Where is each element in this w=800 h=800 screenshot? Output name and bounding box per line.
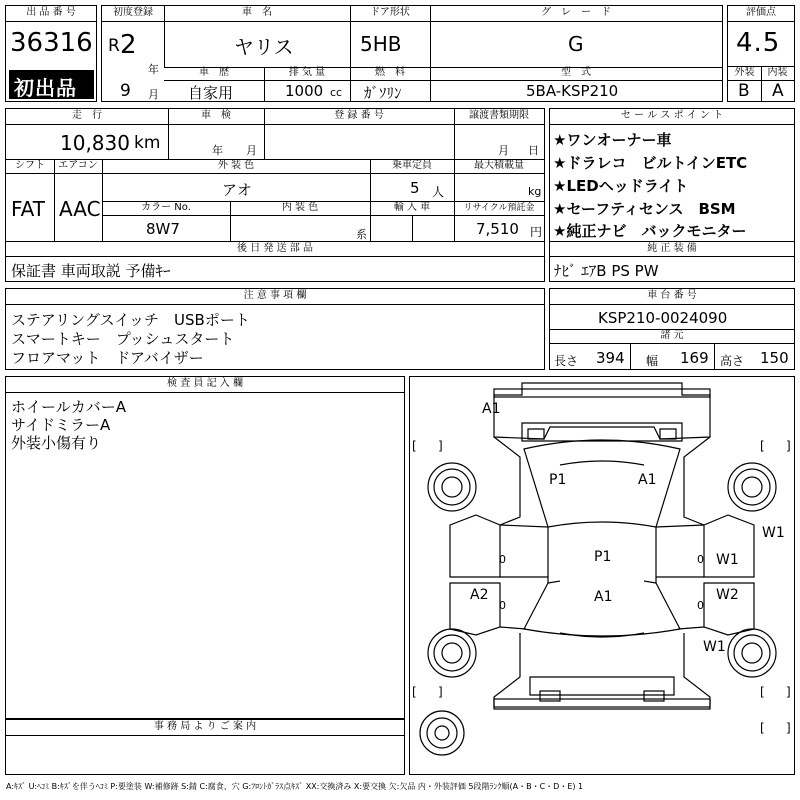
bracket-left: [ <box>760 721 765 735</box>
legend: A:ｷｽﾞ U:ﾍｺﾐ B:ｷｽﾞを伴うﾍｺﾐ P:要塗装 W:補修跡 S:錆 C:腐食、穴 G:ﾌﾛﾝﾄｶﾞﾗｽ点ｷｽﾞ XX:交換済み X:要交換 欠:欠品 内・外装評価 5段階ﾗﾝｸ順(A・B・C・D・E) 1 <box>6 782 584 791</box>
mileage-label: 走 行 <box>72 110 102 121</box>
inspector-block <box>5 376 405 719</box>
exterior-grade: B <box>738 81 750 101</box>
history: 自家用 <box>188 84 234 102</box>
capacity-label: 乗車定員 <box>392 160 432 171</box>
shift-label: シフト <box>15 160 45 171</box>
int-color-unit: 系 <box>356 228 367 241</box>
door-label: ドア形状 <box>370 7 410 18</box>
fuel: ｶﾞｿﾘﾝ <box>364 84 402 102</box>
width: 169 <box>680 349 709 367</box>
selling-point: ★セーフティセンス BSM <box>553 200 736 218</box>
color-no: 8W7 <box>146 220 180 238</box>
lot-number-cell <box>5 5 97 102</box>
model-label: 型 式 <box>561 67 591 78</box>
detail-block <box>5 108 545 282</box>
damage-mark: A1 <box>638 472 657 488</box>
damage-mark: W1 <box>716 552 739 568</box>
ext-color: アオ <box>222 181 252 199</box>
notes-line: スマートキー プッシュスタート <box>11 330 235 348</box>
aircon: AAC <box>59 197 101 221</box>
damage-mark: P1 <box>549 472 567 488</box>
inspector-label: 検 査 員 記 入 欄 <box>167 378 243 389</box>
grade: G <box>568 32 584 56</box>
height: 150 <box>760 349 789 367</box>
recycle-unit: 円 <box>530 225 543 239</box>
inspector-line: 外装小傷有り <box>11 434 102 452</box>
notes-line: フロアマット ドアバイザー <box>11 349 204 367</box>
accessories-label: 後 日 発 送 部 品 <box>237 243 313 254</box>
length: 394 <box>596 349 625 367</box>
transfer-day-unit: 日 <box>528 144 539 157</box>
bracket-left: [ <box>412 439 417 453</box>
selling-points-label: セ ー ル ス ポ イ ン ト <box>620 110 724 121</box>
capacity: 5 <box>410 179 420 197</box>
notes-block <box>5 288 545 370</box>
damage-mark: A1 <box>594 589 613 605</box>
specs-label: 諸 元 <box>660 330 684 341</box>
zero-mark: 0 <box>697 553 704 566</box>
office-label: 事 務 局 よ り ご 案 内 <box>153 721 257 732</box>
score: 4.5 <box>736 28 781 58</box>
bracket-right: ] <box>438 439 443 453</box>
int-color-label: 内 装 色 <box>281 202 319 213</box>
car-outline-diagram <box>410 377 794 774</box>
shift: FAT <box>11 197 46 221</box>
fuel-label: 燃 料 <box>375 67 405 78</box>
damage-mark: W1 <box>703 639 726 655</box>
month-unit: 月 <box>148 88 159 101</box>
damage-mark: W1 <box>762 525 785 541</box>
bracket-right: ] <box>786 439 791 453</box>
bracket-left: [ <box>760 439 765 453</box>
grade-label: グ レ ー ド <box>541 7 611 18</box>
lot-number-label: 出 品 番 号 <box>26 7 76 18</box>
chassis-number: KSP210-0024090 <box>598 309 728 327</box>
mileage-unit: km <box>134 133 161 153</box>
damage-mark: A1 <box>482 401 501 417</box>
aircon-label: エアコン <box>58 160 98 171</box>
transfer-month-unit: 月 <box>498 144 509 157</box>
accessories: 保証書 車両取説 予備ｷｰ <box>11 262 171 280</box>
ext-color-label: 外 装 色 <box>217 160 255 171</box>
genuine-label: 純 正 装 備 <box>647 243 697 254</box>
max-load-label: 最大積載量 <box>474 160 524 171</box>
reg-month: 9 <box>120 81 131 101</box>
length-label: 長さ <box>554 354 579 368</box>
selling-point: ★LEDヘッドライト <box>553 177 689 195</box>
inspection-label: 車 検 <box>201 110 231 121</box>
mileage: 10,830 <box>60 131 130 155</box>
max-load-unit: kg <box>528 185 542 198</box>
damage-mark: W2 <box>716 587 739 603</box>
office-block <box>5 719 405 775</box>
damage-mark: A2 <box>470 587 489 603</box>
bracket-right: ] <box>786 721 791 735</box>
door-type: 5HB <box>360 32 402 56</box>
model-code: 5BA-KSP210 <box>526 82 619 100</box>
genuine-equipment: ﾅﾋﾞ ｴｱB PS PW <box>554 262 659 280</box>
lot-number: 36316 <box>10 28 93 58</box>
damage-mark: P1 <box>594 549 612 565</box>
inspector-line: サイドミラーA <box>11 416 111 434</box>
height-label: 高さ <box>720 354 745 368</box>
bracket-left: [ <box>412 685 417 699</box>
interior-grade: A <box>772 81 784 101</box>
bracket-right: ] <box>438 685 443 699</box>
displacement-label: 排 気 量 <box>288 67 326 78</box>
damage-diagram <box>409 376 795 775</box>
score-cell <box>727 5 795 102</box>
chassis-block <box>549 288 795 370</box>
width-label: 幅 <box>646 354 659 368</box>
era: R <box>108 36 120 56</box>
chassis-label: 車 台 番 号 <box>647 290 697 301</box>
bracket-right: ] <box>786 685 791 699</box>
history-label: 車 歴 <box>199 67 229 78</box>
interior-label: 内装 <box>767 67 788 78</box>
recycle-label: リサイクル預託金 <box>463 203 535 213</box>
selling-point: ★ドラレコ ビルトインETC <box>553 154 748 172</box>
capacity-unit: 人 <box>432 185 445 199</box>
first-reg-label: 初度登録 <box>113 7 153 18</box>
notes-line: ステアリングスイッチ USBポート <box>11 311 250 329</box>
import-label: 輸 入 車 <box>393 202 431 213</box>
vehicle-info-block <box>101 5 723 102</box>
selling-points-block <box>549 108 795 282</box>
displacement-unit: cc <box>330 86 343 99</box>
selling-point: ★ワンオーナー車 <box>553 131 672 149</box>
inspector-line: ホイールカバーA <box>11 398 126 416</box>
transfer-label: 譲渡書類期限 <box>469 110 529 121</box>
reg-no-label: 登 録 番 号 <box>334 110 384 121</box>
inspection-year-unit: 年 <box>212 144 223 157</box>
zero-mark: 0 <box>499 553 506 566</box>
displacement: 1000 <box>285 82 324 100</box>
zero-mark: 0 <box>499 599 506 612</box>
bracket-left: [ <box>760 685 765 699</box>
first-listing-badge-text: 初出品 <box>14 76 77 100</box>
reg-year: 2 <box>120 30 137 60</box>
inspection-month-unit: 月 <box>246 144 257 157</box>
color-no-label: カラー No. <box>141 202 191 213</box>
notes-label: 注 意 事 項 欄 <box>243 290 307 301</box>
car-name-label: 車 名 <box>242 7 272 18</box>
selling-point: ★純正ナビ バックモニター <box>553 222 747 240</box>
exterior-label: 外装 <box>734 67 755 78</box>
car-name: ヤリス <box>234 35 294 59</box>
zero-mark: 0 <box>697 599 704 612</box>
score-label: 評価点 <box>746 7 776 18</box>
recycle: 7,510 <box>476 220 519 238</box>
year-unit: 年 <box>148 63 159 76</box>
